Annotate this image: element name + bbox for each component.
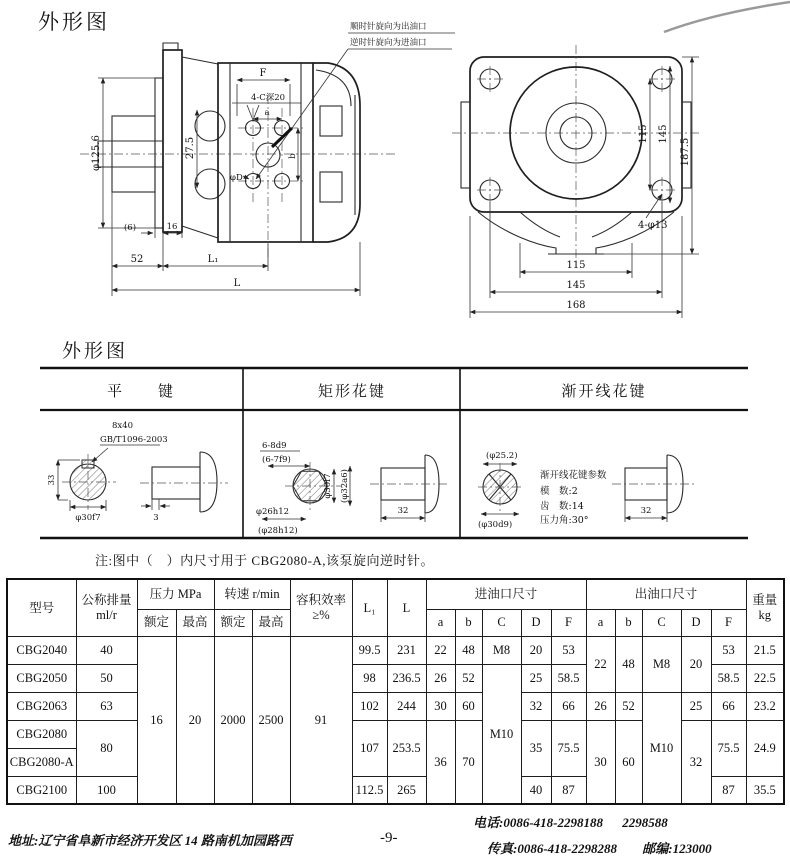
callout-ccw-inlet: 逆时针旋向为进油口 [350,38,427,48]
header-efficiency [290,579,352,636]
cell-L1: 99.5 [352,636,387,664]
cell-inlet-F: 53 [551,636,586,664]
cell-model: CBG2080-A [7,748,76,776]
key-header-flat: 平 键 [106,384,176,400]
cell-displacement: 63 [76,692,137,720]
dim-label-b: b [288,153,298,159]
cell-inlet-D: 20 [521,636,551,664]
cell-pressure-max: 20 [176,636,214,804]
flat-key-drawing [47,421,228,523]
cell-L: 244 [387,692,426,720]
cell-L: 231 [387,636,426,664]
involute-param-angle: 压力角:30° [540,515,589,526]
cell-weight: 24.9 [746,720,784,776]
cell-outlet-F: 75.5 [711,720,746,776]
cell-outlet-a: 26 [586,692,615,720]
header-L1: L₁ [352,579,387,636]
cell-L1: 112.5 [352,776,387,804]
cell-inlet-D: 32 [521,692,551,720]
dim-label-L1: L₁ [207,254,219,265]
footer-fax-line [487,838,712,857]
involute-param-title: 渐开线花键参数 [540,470,607,481]
cell-inlet-F: 58.5 [551,664,586,692]
cell-weight: 23.2 [746,692,784,720]
cell-inlet-F: 87 [551,776,586,804]
header-inlet-b: b [455,609,482,636]
rect-spline-dia-outer2: (φ32a6) [340,469,350,503]
footer-phone-2: 2298588 [622,815,668,830]
header-weight-line2: kg [758,607,771,622]
header-pressure-rated: 额定 [137,609,176,636]
page-title-mid: 外形图 [62,341,129,362]
dim-label-h115: 115 [566,260,586,271]
cell-speed-max: 2500 [252,636,290,804]
header-weight [746,579,784,636]
rect-spline-spec-alt: (6-7f9) [262,455,291,465]
rect-spline-dim-32: 32 [397,506,409,516]
cell-L: 265 [387,776,426,804]
cell-outlet-D: 25 [681,692,711,720]
cell-inlet-F: 75.5 [551,720,586,776]
involute-param-teeth: 齿 数:14 [540,501,584,512]
rect-spline-dia-inner: φ26h12 [256,507,290,517]
cell-outlet-b: 48 [615,636,642,692]
header-outlet-b: b [615,609,642,636]
scan-artifact-line [664,2,790,32]
cell-L1: 102 [352,692,387,720]
header-outlet-F: F [711,609,746,636]
cell-inlet-a: 36 [426,720,455,804]
flat-key-dim-3: 3 [153,513,159,523]
cell-outlet-F: 66 [711,692,746,720]
dim-label-pilot-dia: φ125.6 [91,135,102,171]
cell-displacement: 40 [76,636,137,664]
footer-fax: 传真:0086-418-2298288 [487,841,617,856]
cell-outlet-F: 87 [711,776,746,804]
dim-label-offset: 27.5 [185,136,196,160]
header-L: L [387,579,426,636]
callout-cw-outlet: 顺时针旋向为出油口 [350,22,427,32]
cell-weight: 35.5 [746,776,784,804]
cell-inlet-C: M10 [482,664,521,804]
dim-label-v1875: 187.5 [680,137,691,167]
cell-inlet-a: 26 [426,664,455,692]
footer-phone: 电话:0086-418-2298188 [473,815,603,830]
dim-label-L: L [233,278,241,289]
cell-model: CBG2063 [7,692,76,720]
front-view-drawing [452,45,702,318]
header-outlet-D: D [681,609,711,636]
cell-inlet-b: 70 [455,720,482,804]
cell-L1: 107 [352,720,387,776]
rect-spline-spec: 6-8d9 [262,441,287,451]
cell-displacement: 80 [76,720,137,776]
cell-inlet-b: 52 [455,664,482,692]
cell-pressure-rated: 16 [137,636,176,804]
dim-label-ports: 4-C深20 [250,93,286,103]
footer-phone-line [473,812,668,831]
cell-outlet-F: 53 [711,636,746,664]
cell-model: CBG2080 [7,720,76,748]
cell-model: CBG2100 [7,776,76,804]
cell-inlet-a: 30 [426,692,455,720]
rect-spline-drawing [256,441,448,536]
spec-row-cbg2063 [7,692,784,720]
cell-outlet-D: 32 [681,720,711,804]
cell-inlet-D: 40 [521,776,551,804]
cell-outlet-D: 20 [681,636,711,692]
header-efficiency-line1: 容积效率 [295,593,346,608]
header-efficiency-line2: ≥% [312,607,330,622]
involute-dia-top: (φ25.2) [486,451,518,461]
rect-spline-dia-outer: φ30f7 [323,473,333,499]
cell-inlet-F: 66 [551,692,586,720]
header-speed: 转速 r/min [214,579,290,609]
dim-label-dD: φD [230,173,243,183]
cell-speed-rated: 2000 [214,636,252,804]
header-speed-max: 最高 [252,609,290,636]
cell-weight: 22.5 [746,664,784,692]
header-weight-line1: 重量 [752,593,778,608]
cell-displacement: 50 [76,664,137,692]
header-displacement [76,579,137,636]
header-pressure-max: 最高 [176,609,214,636]
flat-key-dim-dia: φ30f7 [75,513,101,523]
involute-dia-bottom: (φ30d9) [478,520,513,530]
cell-L: 236.5 [387,664,426,692]
involute-dim-32: 32 [640,506,652,516]
cell-outlet-F: 58.5 [711,664,746,692]
cell-inlet-D: 25 [521,664,551,692]
header-inlet: 进油口尺寸 [426,579,586,609]
header-displacement-line2: ml/r [96,607,117,622]
cell-inlet-D: 35 [521,720,551,776]
header-outlet-a: a [586,609,615,636]
header-speed-rated: 额定 [214,609,252,636]
flat-key-dim-33: 33 [47,474,57,486]
cell-outlet-b: 60 [615,720,642,804]
cell-outlet-a: 22 [586,636,615,692]
table-note: 注:图中（ ）内尺寸用于 CBG2080-A,该泵旋向逆时针。 [95,553,435,568]
cell-outlet-C: M10 [642,692,681,804]
cell-inlet-b: 60 [455,692,482,720]
dim-label-h145: 145 [566,280,586,291]
dim-label-v115: 115 [638,124,649,144]
header-inlet-C: C [482,609,521,636]
header-outlet: 出油口尺寸 [586,579,746,609]
involute-spline-drawing [478,450,695,530]
cell-efficiency: 91 [290,636,352,804]
dim-label-h168: 168 [566,300,586,311]
cell-displacement: 100 [76,776,137,804]
header-pressure: 压力 MPa [137,579,214,609]
dim-label-holes: 4-φ13 [638,220,668,231]
spec-row-cbg2040 [7,636,784,664]
key-types-table [0,362,790,548]
key-header-involute: 渐开线花键 [561,384,647,400]
page-title-top: 外形图 [38,10,110,34]
footer-postal: 邮编:123000 [642,841,712,856]
cell-model: CBG2050 [7,664,76,692]
footer-address: 地址:辽宁省阜新市经济开发区 14 路南机加园路西 [8,833,292,848]
cell-weight: 21.5 [746,636,784,664]
header-inlet-a: a [426,609,455,636]
outline-drawings-top [0,0,790,335]
dim-label-gap: (6) [123,223,137,233]
cell-model: CBG2040 [7,636,76,664]
involute-param-module: 模 数:2 [540,486,578,497]
header-outlet-C: C [642,609,681,636]
header-inlet-D: D [521,609,551,636]
cell-outlet-C: M8 [642,636,681,692]
flat-key-size: 8x40 [112,421,134,431]
cell-outlet-b: 52 [615,692,642,720]
cell-L1: 98 [352,664,387,692]
cell-L: 253.5 [387,720,426,776]
dim-label-52: 52 [130,254,144,265]
dim-label-a: a [264,108,270,118]
header-inlet-F: F [551,609,586,636]
spec-table [6,578,785,805]
header-model: 型号 [7,579,76,636]
dim-label-F: F [259,68,267,79]
cell-inlet-C: M8 [482,636,521,664]
key-header-rect: 矩形花键 [317,384,387,400]
cell-inlet-b: 48 [455,636,482,664]
dim-label-v145: 145 [658,124,669,144]
cell-inlet-a: 22 [426,636,455,664]
dim-label-16: 16 [166,222,178,232]
cell-outlet-a: 30 [586,720,615,804]
rect-spline-dia-inner2: (φ28h12) [258,526,298,536]
side-view-drawing [80,21,455,296]
page-number: -9- [380,830,398,846]
flat-key-standard: GB/T1096-2003 [100,435,168,445]
header-displacement-line1: 公称排量 [81,593,132,608]
